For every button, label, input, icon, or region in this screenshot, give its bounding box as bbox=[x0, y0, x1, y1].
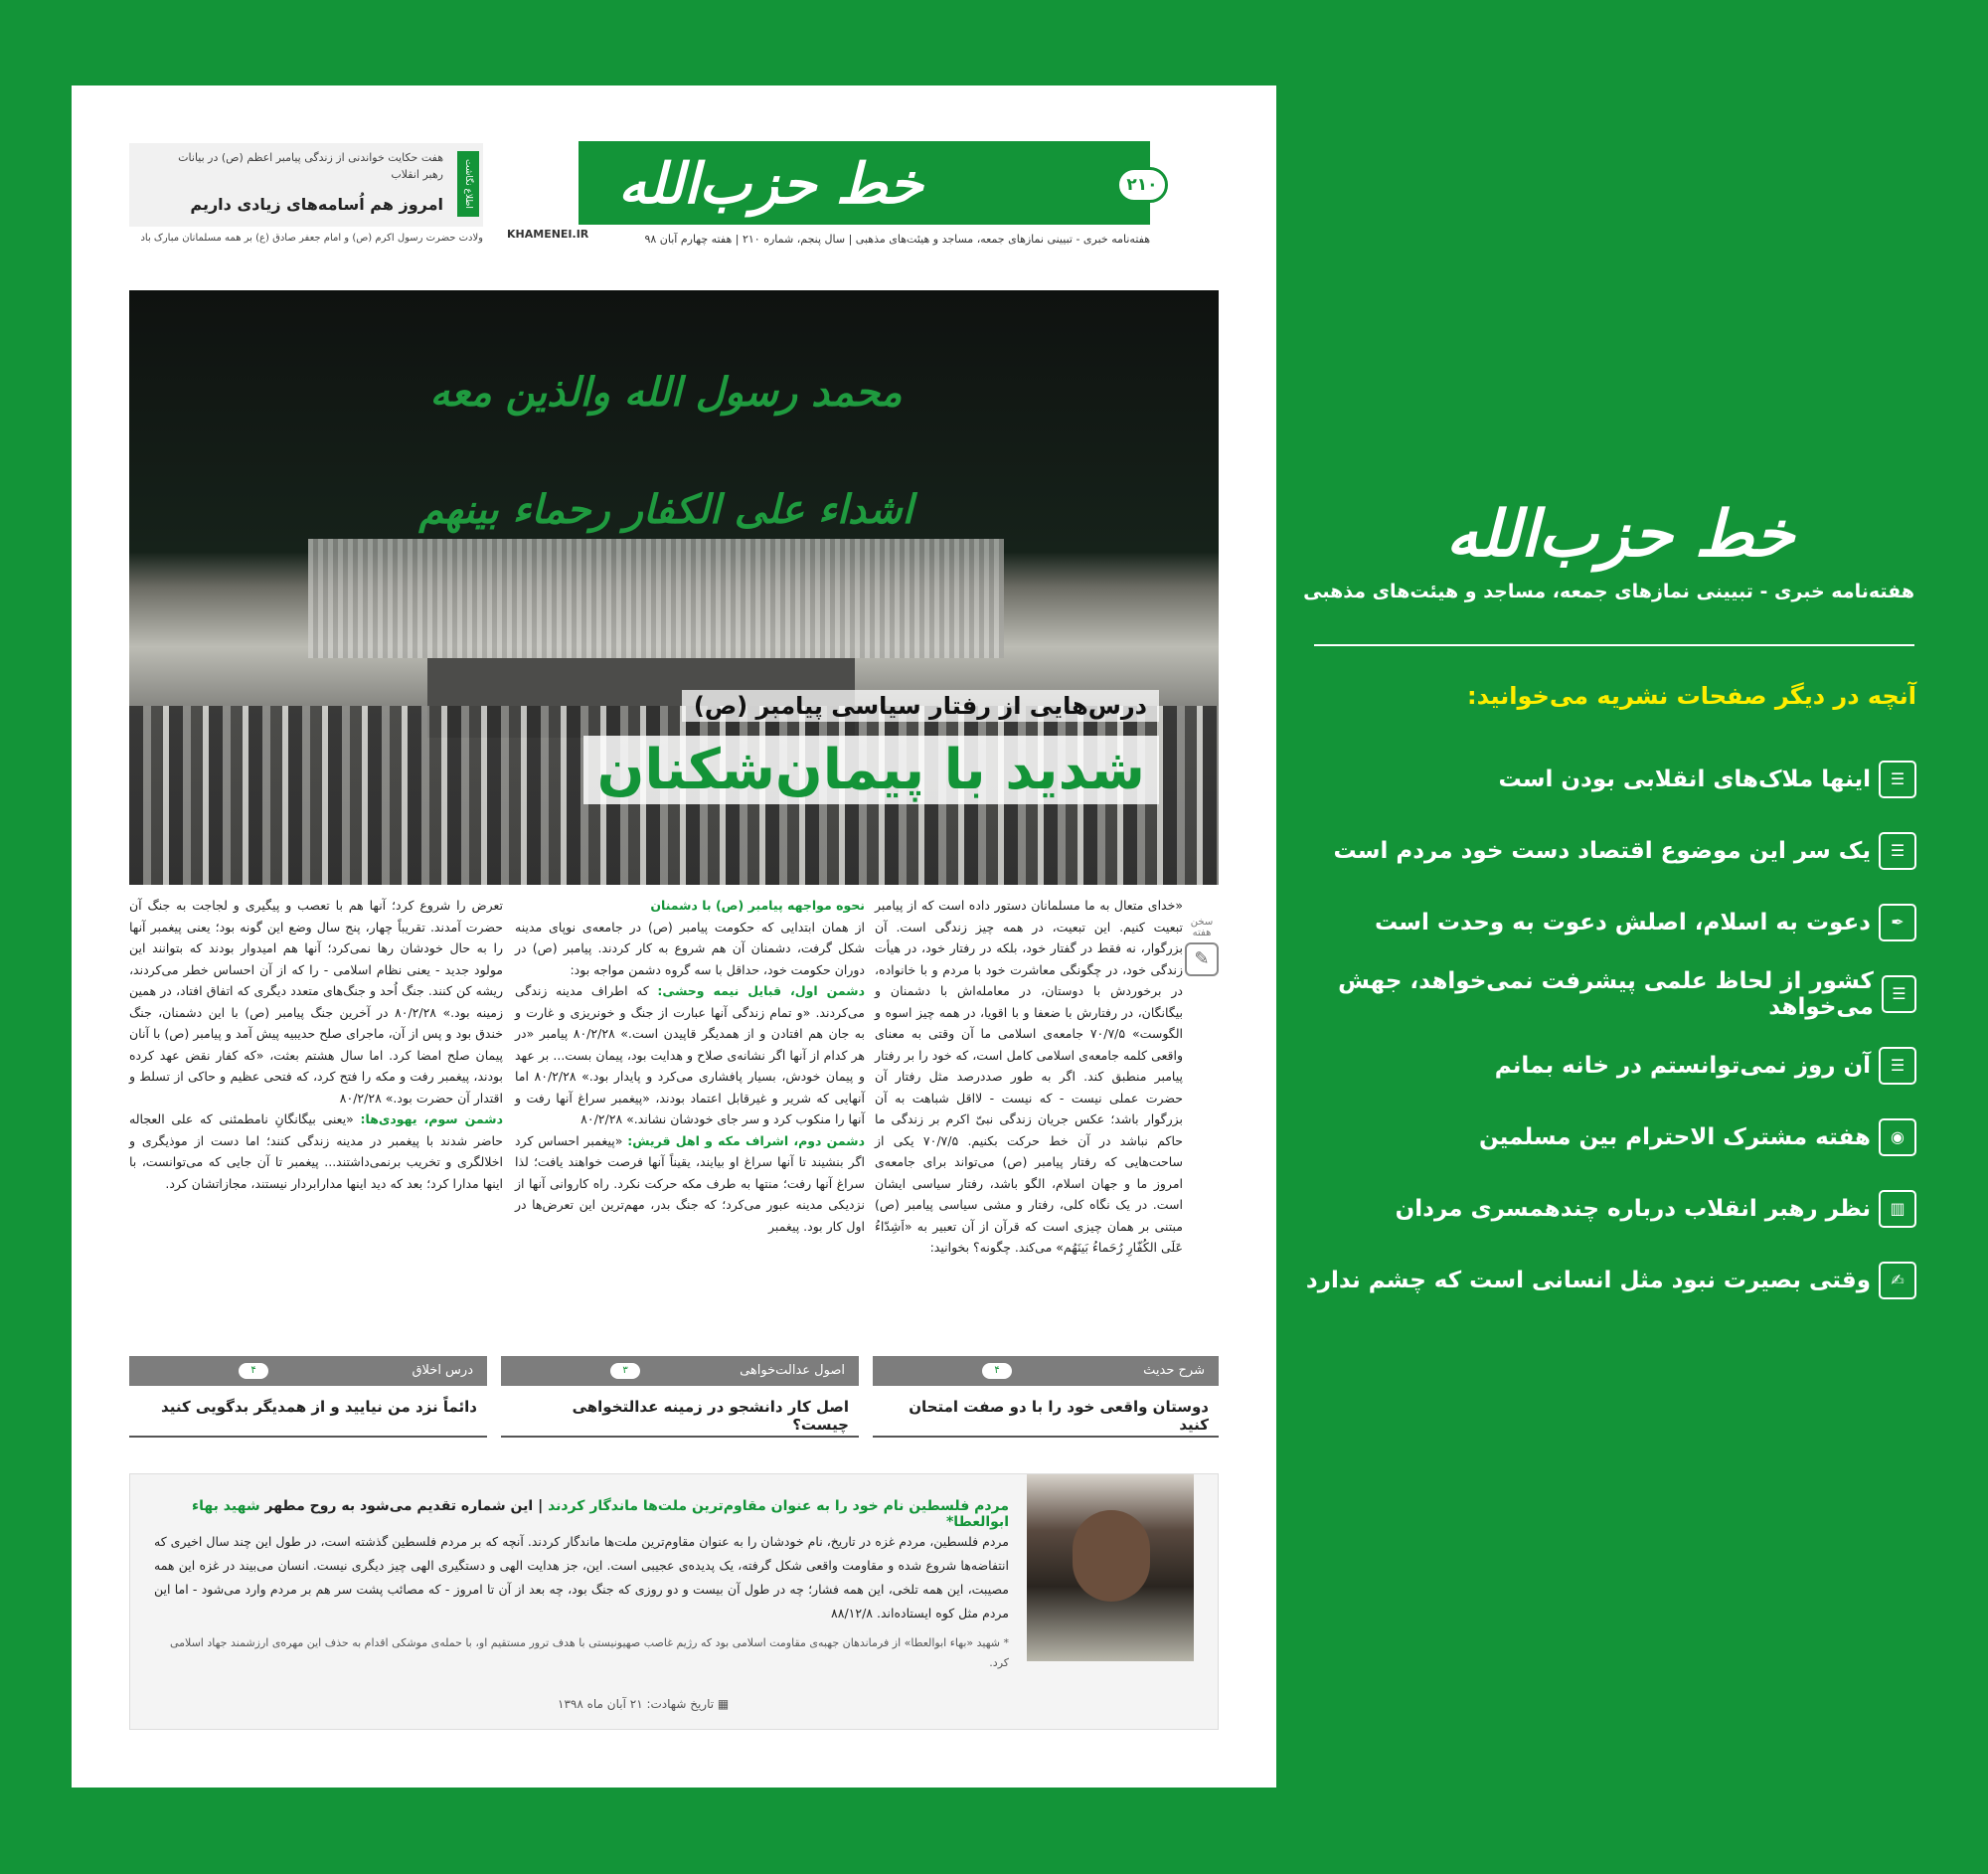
contents-item[interactable] bbox=[1280, 744, 1916, 815]
dedication-title-main: مردم فلسطین نام خود را به عنوان مقاوم‌ترین ملت‌ها ماندگار کردند bbox=[548, 1498, 1009, 1514]
contents-item-label: نظر رهبر انقلاب درباره چندهمسری مردان bbox=[1395, 1196, 1871, 1222]
article-paragraph: «خدای متعال به ما مسلمانان دستور داده است که از پیامبر تبعیت کنیم. این تبعیت، در همه چیز زندگی است. آن بزرگوار، نه فقط در گفتار خود، بلکه در رفتار خود، در هیأت زندگی خود، در چگونگی معاشرت خود با مردم و با خانواده، در برخوردش با دوستان، در معامله‌اش با دشمنان و بیگانگان، در رفتارش با ضعفا و با اقویا، در همه چیز اسوه و الگوست» ۷۰/۷/۵ جامعه‌ی اسلامی ما آن وقتی به معنای واقعی کلمه جامعه‌ی اسلامی کامل است، که خود را بر رفتار پیامبر منطبق کند. اگر به طور صددرصد مثل رفتار آن حضرت عملی نیست - که نیست - لااقل شباهت به آن بزرگوار باشد؛ عکس جریان زندگی نبیّ اکرم بر زندگی ما حاکم نباشد در آن خط حرکت بکنیم. ۷۰/۷/۵ یکی از ساحت‌هایی که رفتار پیامبر (ص) می‌تواند برای جامعه‌ی امروز ما و جهان اسلام، الگو باشد، رفتار سیاسی ایشان است. در یک نگاه کلی، رفتار و مشی سیاسی پیامبر (ص) مبتنی بر همان چیزی است که قرآن از آن تعبیر به «اَشِدّاءُ عَلَی الکُفّارِ رُحَماءُ بَینَهُم» می‌کند. چگونه؟ بخوانید: bbox=[875, 898, 1183, 1255]
teaser-title: دوستان واقعی خود را با دو صفت امتحان کنید bbox=[909, 1398, 1209, 1434]
article-paragraph: از همان ابتدایی که حکومت پیامبر (ص) در جامعه‌ی نوپای مدینه شکل گرفت، دشمنان آن هم شروع به کار کردند. پیامبر (ص) در دوران حکومت خود، حداقل با سه گروه دشمن مواجه بود: bbox=[515, 919, 865, 977]
greeting-line: ولادت حضرت رسول اکرم (ص) و امام جعفر صادق (ع) بر همه مسلمانان مبارک باد bbox=[140, 233, 483, 244]
martyr-name: شهید بهاء ابوالعطا* bbox=[192, 1498, 1009, 1530]
teaser-section: اصول عدالت‌خواهی bbox=[740, 1363, 845, 1378]
martyr-photo bbox=[1027, 1474, 1194, 1661]
contents-item-label: آن روز نمی‌توانستم در خانه بمانم bbox=[1494, 1053, 1871, 1079]
document-icon: ☰ bbox=[1879, 761, 1916, 798]
contents-item-label: هفته مشترک الاحترام بین مسلمین bbox=[1478, 1124, 1871, 1150]
dedication-title bbox=[154, 1498, 1009, 1530]
hero-subtitle: درس‌هایی از رفتار سیاسی پیامبر (ص) bbox=[682, 690, 1159, 722]
sidebar-heading: آنچه در دیگر صفحات نشریه می‌خوانید: bbox=[1466, 682, 1916, 710]
teaser-section: شرح حدیث bbox=[1143, 1363, 1205, 1378]
contents-item[interactable] bbox=[1280, 1245, 1916, 1316]
masthead-logo: خط حزب‌الله bbox=[618, 151, 923, 217]
martyr-face bbox=[1073, 1510, 1150, 1602]
document-icon: ☰ bbox=[1879, 832, 1916, 870]
teaser-hadith[interactable] bbox=[873, 1356, 1219, 1438]
teaser-section: درس اخلاق bbox=[412, 1363, 473, 1378]
contents-item-label: دعوت به اسلام، اصلش دعوت به وحدت است bbox=[1374, 910, 1871, 936]
sidebar-logo: خط حزب‌الله bbox=[1445, 497, 1795, 572]
page-number: ۴ bbox=[239, 1363, 268, 1379]
dedication-title-dedication: | این شماره تقدیم می‌شود به روح مطهر bbox=[264, 1498, 544, 1514]
contents-item-label: یک سر این موضوع اقتصاد دست خود مردم است bbox=[1333, 838, 1871, 864]
dedication-body: مردم فلسطین، مردم غزه در تاریخ، نام خودشان را به عنوان مقاوم‌ترین ملت‌ها ماندگار کردند. آنچه که بر مردم فلسطین گذشته است، در طول این چند سال اخیری که انتفاضه‌ها شروع شده و مقاومت واقعی شکل گرفته، یک پدیده‌ی عجیبی است. این، جز هدایت الهی و دستگیری الهی چیز دیگری نیست. انسان می‌بیند در غزه این همه مصیبت، این همه تلخی، این همه فشار؛ چه در طول آن بیست و دو روزی که جنگ بود، چه بعد از آن تا امروز - که مصائب پشت سر هم بر مردم وارد می‌شود - اما این مردم مثل کوه ایستاده‌اند. ۸۸/۱۲/۸ bbox=[154, 1534, 1009, 1620]
contents-item[interactable] bbox=[1280, 887, 1916, 958]
article-column-3 bbox=[129, 895, 503, 1194]
contents-item[interactable] bbox=[1280, 958, 1916, 1030]
camera-icon: ◉ bbox=[1879, 1118, 1916, 1156]
calligraphy-icon: ✒ bbox=[1879, 904, 1916, 941]
contents-item[interactable] bbox=[1280, 1173, 1916, 1245]
hero-photo bbox=[129, 290, 1219, 885]
sidebar-tagline: هفته‌نامه خبری - تبیینی نمازهای جمعه، مساجد و هیئت‌های مذهبی bbox=[1303, 581, 1914, 602]
page-number: ۴ bbox=[982, 1363, 1012, 1379]
document-icon: ☰ bbox=[1879, 1047, 1916, 1085]
newspaper-page bbox=[72, 85, 1276, 1788]
article-paragraph: «یعنی بیگانگانِ نامطمئنی که علی العجاله حاضر شدند با پیغمبر در مدینه زندگی کنند؛ اما دست از موذیگری و اخلالگری و تخریب برنمی‌داشتند... پیغمبر تا آن جایی که می‌توانست، با اینها مدارا کرد؛ بعد که دید اینها مدارابردار نیستند، مجازاتشان کرد. bbox=[129, 1111, 503, 1191]
masthead-subtitle: هفته‌نامه خبری - تبیینی نمازهای جمعه، مساجد و هیئت‌های مذهبی | سال پنجم، شماره ۲۱۰ | هفته چهارم آبان ۹۸ bbox=[644, 233, 1150, 246]
contents-item[interactable] bbox=[1280, 1030, 1916, 1102]
site-logo: KHAMENEI.IR bbox=[507, 228, 589, 241]
sidebar-divider bbox=[1314, 644, 1914, 646]
handwriting-icon: ✍ bbox=[1879, 1262, 1916, 1299]
promo-tag: اطلاع نگاشت bbox=[457, 151, 479, 217]
issue-badge: ۲۱۰ bbox=[1116, 167, 1168, 203]
contents-item-label: وقتی بصیرت نبود مثل انسانی است که چشم ندارد bbox=[1305, 1268, 1871, 1293]
dedication-footnote: * شهید «بهاء ابوالعطا» از فرماندهان جهبه‌ی مقاومت اسلامی بود که رژیم غاصب صهیونیستی با هدف ترور مستقیم او، با حمله‌ی موشکی اقدام به حذف این مهره‌ی ارزشمند جهاد اسلامی کرد. bbox=[169, 1636, 1009, 1669]
article-paragraph: تعرض را شروع کرد؛ آنها هم با تعصب و پیگیری و لجاجت به جنگ آن حضرت آمدند. تقریباً چهار، پنج سال وضع این گونه بود؛ یعنی پیغمبر آنها را به حال خودشان رها نمی‌کرد؛ آنها هم امیدوار بودند که بتوانند این مولود جدید - یعنی نظام اسلامی - را که از آن احساس خطر می‌کردند، ریشه کن کنند. جنگ اُحد و جنگ‌های متعدد دیگری که اتفاق افتاد، در همین زمینه بود.» ۸۰/۲/۲۸ در آخرین جنگ پیامبر (ص) با این دشمنان، جنگ خندق بود و پس از آن، ماجرای صلح حدیبیه پیش آمد و پیامبر (ص) با آنان پیمان صلح امضا کرد. اما سال هشتم بعثت، «که کفار نقض عهد کرده بودند، پیغمبر رفت و مکه را فتح کرد، که فتحی عظیم و حاکی از تسلط و اقتدار آن حضرت بود.» ۸۰/۲/۲۸ bbox=[129, 898, 503, 1106]
masthead bbox=[579, 141, 1158, 225]
martyrdom-date-text: تاریخ شهادت: ۲۱ آبان ماه ۱۳۹۸ bbox=[558, 1697, 715, 1711]
word-of-week-label: سخن هفته bbox=[1190, 917, 1214, 938]
teaser-ethics[interactable] bbox=[129, 1356, 487, 1438]
article-paragraph: که اطراف مدینه زندگی می‌کردند. «و تمام زندگی آنها عبارت از جنگ و خونریزی و غارت و به جان هم افتادن و از همدیگر قاپیدن است.» ۸۰/۲/۲۸ پیامبر «در هر کدام از آنها اگر نشانه‌ی صلاح و هدایت بود، پیمان بست... بر عهد و پیمان خودش، بسیار پافشاری می‌کرد و پایدار بود.» ۸۰/۲/۲۸ اما آنهایی که شریر و غیرقابل اعتماد بودند، «پیغمبر سراغ آنها رفت و آنها را منکوب کرد و سر جای خودشان نشاند.» ۸۰/۲/۲۸ bbox=[515, 983, 865, 1126]
contents-item[interactable] bbox=[1280, 1102, 1916, 1173]
pen-icon: ✎ bbox=[1185, 942, 1219, 976]
article-column-1 bbox=[875, 895, 1183, 1259]
contents-item-label: کشور از لحاظ علمی پیشرفت نمی‌خواهد، جهش می‌خواهد bbox=[1338, 968, 1874, 1020]
martyrdom-date: ▦ تاریخ شهادت: ۲۱ آبان ماه ۱۳۹۸ bbox=[558, 1697, 730, 1711]
calligraphy-banner: محمد رسول الله والذین معه اشداء علی الکفار رحماء بینهم bbox=[418, 369, 913, 533]
promo-box[interactable] bbox=[129, 143, 483, 227]
teaser-justice[interactable] bbox=[501, 1356, 859, 1438]
chart-icon: ▥ bbox=[1879, 1190, 1916, 1228]
promo-top-text: هفت حکایت خواندنی از زندگی پیامبر اعظم (ص) در بیانات رهبر انقلاب bbox=[178, 151, 443, 181]
hero-headline: شدید با پیمان‌شکنان bbox=[583, 736, 1159, 804]
article-paragraph: «پیغمبر احساس کرد اگر بنشیند تا آنها سراغ او بیایند، یقیناً آنها فرصت خواهند یافت؛ لذا سراغ آنها رفت؛ منتها به طرف مکه حرکت نکرد. راه کاروانی آنها از نزدیکی مدینه عبور می‌کرد؛ که جنگ بدر، مهم‌ترین این تعرض‌ها در اول کار بود. پیغمبر bbox=[515, 1132, 865, 1234]
promo-title: امروز هم اُسامه‌های زیادی داریم bbox=[190, 195, 443, 214]
contents-item[interactable] bbox=[1280, 815, 1916, 887]
teaser-title: اصل کار دانشجو در زمینه عدالتخواهی چیست؟ bbox=[572, 1398, 849, 1434]
enemy-heading: دشمن دوم، اشراف مکه و اهل قریش: bbox=[627, 1132, 865, 1148]
document-icon: ☰ bbox=[1882, 975, 1916, 1013]
page-number: ۳ bbox=[610, 1363, 640, 1379]
teaser-title: دائماً نزد من نیایید و از همدیگر بدگویی کنید bbox=[161, 1398, 477, 1416]
enemy-heading: دشمن سوم، یهودی‌ها: bbox=[360, 1111, 503, 1126]
section-heading: نحوه مواجهه پیامبر (ص) با دشمنان bbox=[650, 898, 865, 913]
contents-item-label: اینها ملاک‌های انقلابی بودن است bbox=[1498, 767, 1871, 792]
sidebar-contents-list bbox=[1280, 744, 1916, 1316]
curtain bbox=[308, 539, 1004, 658]
dedication-box bbox=[129, 1473, 1219, 1730]
enemy-heading: دشمن اول، قبایل نیمه وحشی: bbox=[657, 983, 865, 998]
article-column-2 bbox=[515, 895, 865, 1237]
word-of-week bbox=[1185, 917, 1219, 976]
